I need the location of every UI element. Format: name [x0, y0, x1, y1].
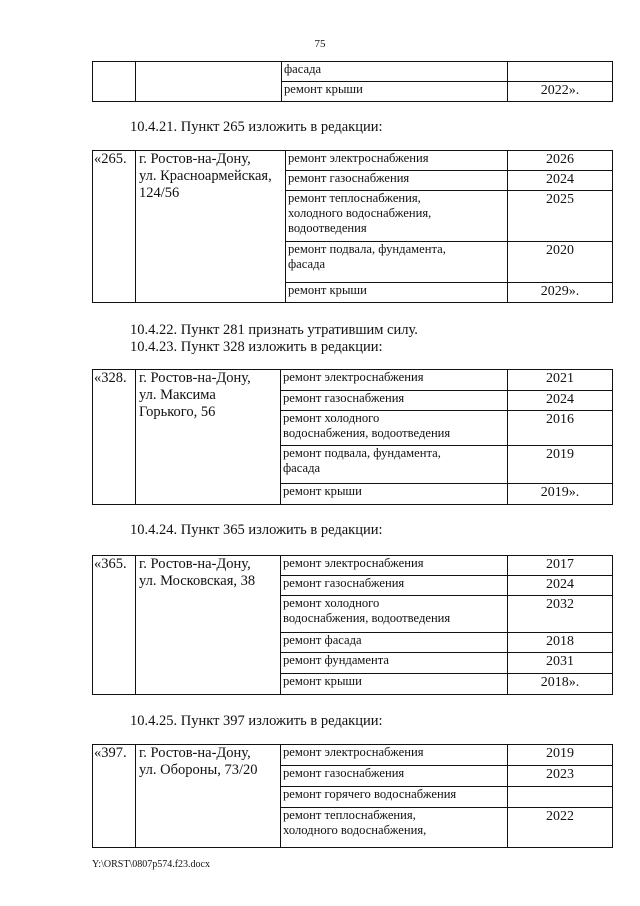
work-line: ремонт электроснабжения — [283, 556, 424, 570]
year-cell: 2023 — [508, 766, 613, 787]
work-line: ремонт горячего водоснабжения — [283, 787, 457, 801]
work-cell — [281, 633, 508, 653]
table-row — [93, 151, 613, 171]
item-number: «265. — [93, 151, 136, 303]
address-cell — [136, 556, 281, 695]
year-cell: 2020 — [508, 242, 613, 283]
address-line: ул. Красноармейская, — [139, 168, 272, 184]
section-heading: 10.4.23. Пункт 328 изложить в редакции: — [130, 339, 383, 355]
work-line: ремонт газоснабжения — [288, 171, 410, 185]
address-cell — [136, 62, 282, 102]
file-path-footer: Y:\ORST\0807p574.f23.docx — [92, 859, 210, 870]
section-heading: 10.4.22. Пункт 281 признать утратившим силу. — [130, 322, 418, 338]
work-cell — [281, 576, 508, 596]
work-cell — [281, 484, 508, 505]
address-line: ул. Максима — [139, 387, 216, 403]
work-line: ремонт холодного — [283, 596, 380, 610]
work-line: ремонт электроснабжения — [288, 151, 429, 165]
year-cell: 2029». — [508, 283, 613, 303]
work-line: ремонт газоснабжения — [283, 391, 405, 405]
section-heading: 10.4.24. Пункт 365 изложить в редакции: — [130, 522, 383, 538]
work-line: ремонт фасада — [283, 633, 362, 647]
table-row — [93, 62, 613, 82]
address-line: ул. Московская, 38 — [139, 573, 256, 589]
year-cell: 2024 — [508, 171, 613, 191]
work-cell: фасада — [282, 62, 508, 82]
year-cell: 2019 — [508, 446, 613, 484]
year-cell: 2019 — [508, 745, 613, 766]
work-line: ремонт крыши — [283, 674, 362, 688]
year-cell: 2024 — [508, 576, 613, 596]
work-line: ремонт теплоснабжения, — [283, 808, 416, 822]
address-line: г. Ростов-на-Дону, — [139, 370, 251, 386]
address-line: Горького, 56 — [139, 404, 216, 420]
work-line: ремонт фундамента — [283, 653, 389, 667]
table-row — [93, 745, 613, 766]
year-cell: 2022 — [508, 808, 613, 848]
work-cell — [281, 556, 508, 576]
year-cell: 2025 — [508, 191, 613, 242]
year-cell: 2019». — [508, 484, 613, 505]
work-cell — [286, 283, 508, 303]
work-line: холодного водоснабжения, — [283, 823, 427, 837]
work-line: ремонт подвала, фундамента, — [288, 242, 446, 256]
work-cell — [281, 653, 508, 674]
work-cell — [281, 411, 508, 446]
year-cell: 2017 — [508, 556, 613, 576]
repair-table — [92, 150, 613, 303]
work-cell — [281, 674, 508, 695]
work-cell — [281, 766, 508, 787]
work-cell — [286, 242, 508, 283]
repair-table — [92, 744, 613, 848]
item-number: «328. — [93, 370, 136, 505]
work-line: ремонт крыши — [288, 283, 367, 297]
repair-table — [92, 369, 613, 505]
work-line: водоснабжения, водоотведения — [283, 426, 451, 440]
work-line: водоснабжения, водоотведения — [283, 611, 451, 625]
work-line: ремонт подвала, фундамента, — [283, 446, 441, 460]
work-cell — [281, 745, 508, 766]
number-cell — [93, 62, 136, 102]
work-cell — [281, 370, 508, 391]
address-cell — [136, 745, 281, 848]
item-number: «365. — [93, 556, 136, 695]
work-line: ремонт теплоснабжения, — [288, 191, 421, 205]
address-line: г. Ростов-на-Дону, — [139, 556, 251, 572]
year-cell: 2018». — [508, 674, 613, 695]
work-cell — [286, 151, 508, 171]
repair-table-body — [93, 745, 613, 848]
work-cell — [286, 171, 508, 191]
year-cell: 2018 — [508, 633, 613, 653]
table-row — [93, 556, 613, 576]
table-row — [93, 370, 613, 391]
address-cell — [136, 370, 281, 505]
year-cell: 2024 — [508, 391, 613, 411]
year-cell: 2016 — [508, 411, 613, 446]
repair-table — [92, 555, 613, 695]
year-cell: 2031 — [508, 653, 613, 674]
work-line: фасада — [288, 257, 326, 271]
repair-table-body — [93, 151, 613, 303]
work-line: ремонт газоснабжения — [283, 576, 405, 590]
work-line: ремонт электроснабжения — [283, 370, 424, 384]
work-cell — [281, 787, 508, 808]
address-line: г. Ростов-на-Дону, — [139, 745, 251, 761]
work-line: фасада — [283, 461, 321, 475]
year-cell: 2021 — [508, 370, 613, 391]
work-line: ремонт холодного — [283, 411, 380, 425]
year-cell: 2022». — [508, 82, 613, 102]
work-cell — [281, 391, 508, 411]
address-line: 124/56 — [139, 185, 180, 201]
continuation-table — [92, 61, 613, 102]
work-line: ремонт газоснабжения — [283, 766, 405, 780]
section-heading: 10.4.25. Пункт 397 изложить в редакции: — [130, 713, 383, 729]
repair-table-body — [93, 370, 613, 505]
work-line: ремонт электроснабжения — [283, 745, 424, 759]
address-line: г. Ростов-на-Дону, — [139, 151, 251, 167]
year-cell: 2026 — [508, 151, 613, 171]
year-cell: 2032 — [508, 596, 613, 633]
address-line: ул. Обороны, 73/20 — [139, 762, 258, 778]
year-cell — [508, 62, 613, 82]
work-cell: ремонт крыши — [282, 82, 508, 102]
work-line: холодного водоснабжения, — [288, 206, 432, 220]
year-cell — [508, 787, 613, 808]
repair-table-body — [93, 556, 613, 695]
work-cell — [281, 808, 508, 848]
work-cell — [281, 596, 508, 633]
page-number: 75 — [314, 38, 326, 50]
work-cell — [286, 191, 508, 242]
section-heading: 10.4.21. Пункт 265 изложить в редакции: — [130, 119, 383, 135]
work-line: водоотведения — [288, 221, 367, 235]
work-line: ремонт крыши — [283, 484, 362, 498]
work-cell — [281, 446, 508, 484]
item-number: «397. — [93, 745, 136, 848]
address-cell — [136, 151, 286, 303]
